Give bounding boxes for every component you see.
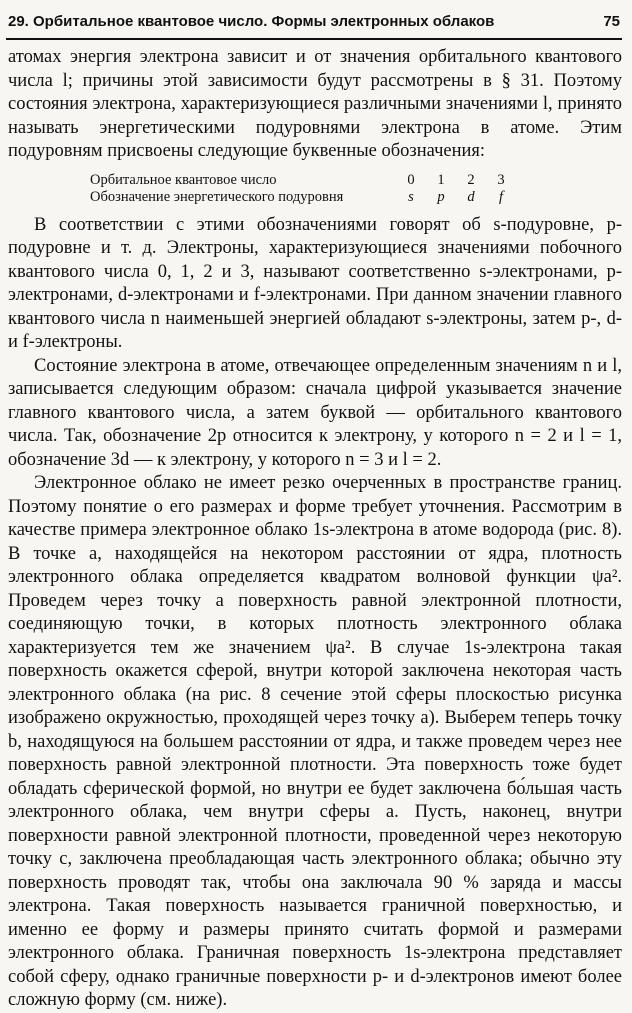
table-cell: 1 [437,171,445,188]
table-cell: d [467,188,475,205]
sublevel-table [90,172,516,206]
page-number: 75 [603,12,620,30]
paragraph-3: Состояние электрона в атоме, отвечающее определенным значениям n и l, записывается следующим образом: сначала цифрой указывается значение главного квантового числа, а затем буквой — орбитального квантового числа. Так, обозначение 2p относится к электрону, у которого n = 2 и l = 1, обозначение 3d — к электрону, у которого n = 3 и l = 2. [8,355,622,470]
running-header [8,8,620,34]
table-cell: 2 [467,171,475,188]
table-label-sublevel: Обозначение энергетического подуровня [90,188,344,205]
table-cell: s [408,188,414,205]
table-label-quantum-number: Орбитальное квантовое число [90,171,277,188]
paragraph-4: Электронное облако не имеет резко очерченных в пространстве границ. Поэтому понятие о его размерах и форме требует уточнения. Рассмотрим в качестве примера электронное облако 1s-электрона в атоме водорода (рис. 8). В точке a, находящейся на некотором расстоянии от ядра, плотность электронного облака определяется квадратом волновой функции ψa². Проведем через точку a поверхность равной электронной плотности, соединяющую точки, в которых плотность электронного облака характеризуется тем же значением ψa². В случае 1s-электрона такая поверхность окажется сферой, внутри которой заключена некоторая часть электронного облака (на рис. 8 сечение этой сферы плоскостью рисунка изображено окружностью, проходящей через точку a). Выберем теперь точку b, находящуюся на большем расстоянии от ядра, и также проведем через нее поверхность равной электронной плотности. Эта поверхность тоже будет обладать сферической формой, но внутри ее будет заключена бо́льшая часть электронного облака, чем внутри сферы a. Пусть, наконец, внутри поверхности равной электронной плотности, проведенной через некоторую точку c, заключена преобладающая часть электронного облака; обычно эту поверхность проводят так, чтобы она заключала 90 % заряда и массы электрона. Такая поверхность называется граничной поверхностью, и именно ее форму и размеры принято считать формой и размерами электронного облака. Граничная поверхность 1s-электрона представляет собой сферу, однако граничные поверхности p- и d-электронов имеют более сложную форму (см. ниже). [8,473,622,1010]
paragraph-1: атомах энергия электрона зависит и от значения орбитального квантового числа l; причины этой зависимости будут рассмотрены в § 31. Поэтому состояния электрона, характеризующиеся различными значениями l, принято называть энергетическими подуровнями электрона в атоме. Этим подуровням присвоены следующие буквенные обозначения: [8,47,622,161]
table-cell: f [498,188,504,205]
table-row-letters [90,189,516,206]
header-rule [6,38,622,40]
table-cell: p [437,188,445,205]
table-cell: 0 [407,171,415,188]
page-body [8,46,622,1013]
table-cell: 3 [497,171,505,188]
section-title: 29. Орбитальное квантовое число. Формы электронных облаков [8,12,495,30]
paragraph-2: В соответствии с этими обозначениями говорят об s-подуровне, p-подуровне и т. д. Электроны, характеризующиеся значениями побочного квантового числа 0, 1, 2 и 3, называют соответственно s-электронами, p-электронами, d-электронами и f-электронами. При данном значении главного квантового числа n наименьшей энергией обладают s-электроны, затем p-, d- и f-электроны. [8,214,622,352]
table-row-numbers [90,172,516,189]
